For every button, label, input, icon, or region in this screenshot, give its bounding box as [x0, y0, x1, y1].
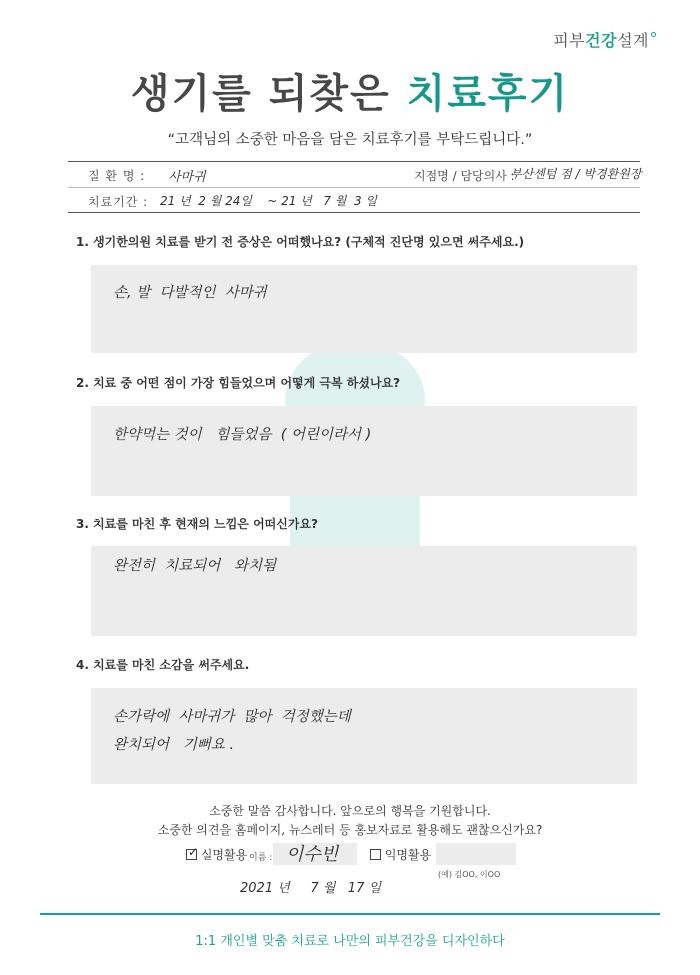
- answer-box-4: [91, 688, 637, 784]
- anonymous-checkbox[interactable]: [370, 849, 381, 860]
- anonymous-label: 익명활용: [384, 848, 432, 862]
- name-label: 이름 :: [249, 853, 273, 863]
- brand-logo: [553, 28, 656, 51]
- anonymous-name-field[interactable]: [436, 843, 516, 865]
- brand-highlight: 건강: [585, 31, 618, 50]
- thanks-line-1: 소중한 말씀 감사합니다. 앞으로의 행복을 기원합니다.: [209, 804, 491, 818]
- subtitle: “고객님의 소중한 마음을 담은 치료후기를 부탁드립니다.”: [167, 132, 533, 148]
- answer-box-1: [91, 265, 637, 353]
- brand-suffix: 설계: [617, 31, 649, 50]
- answer-3: 완전히 치료되어 와치됨: [113, 558, 277, 574]
- footer-slogan: 1:1 개인별 맞춤 치료로 나만의 피부건강을 디자인하다: [195, 934, 505, 949]
- real-name-checkbox[interactable]: [186, 845, 199, 860]
- period-value: 21 년 2 월 24일 ~ 21 년 7 월 3 일: [160, 194, 377, 208]
- disease-value: 사마귀: [168, 170, 206, 185]
- question-4: 4. 치료를 마친 소감을 써주세요.: [76, 658, 250, 672]
- answer-2: 한약먹는 것이 힘들었음 ( 어린이라서 ): [113, 427, 372, 443]
- brand-prefix: 피부: [553, 31, 586, 50]
- answer-4-line1: 손가락에 사마귀가 많아 걱정했는데: [113, 709, 351, 725]
- info-table: [68, 161, 640, 213]
- check-mark-icon: ✓: [188, 845, 199, 859]
- real-name-label: 실명활용: [200, 848, 248, 862]
- footer-divider: [40, 913, 660, 915]
- branch-value: 부산센텀 점 / 박경환원장: [510, 167, 642, 181]
- signed-date: 2021 년 7 월 17 일: [240, 881, 382, 896]
- info-row-period: [68, 187, 640, 212]
- question-3: 3. 치료를 마친 후 현재의 느낌은 어떠신가요?: [76, 517, 319, 531]
- answer-1: 손, 발 다발적인 사마귀: [113, 285, 267, 301]
- answer-box-3: [91, 546, 637, 636]
- period-label: 치료기간 :: [88, 195, 149, 209]
- question-2: 2. 치료 중 어떤 점이 가장 힘들었으며 어떻게 극복 하셨나요?: [76, 376, 401, 390]
- title-part2: 치료후기: [406, 71, 570, 117]
- page-title: [0, 62, 700, 119]
- brand-dot-icon: [651, 32, 656, 37]
- answer-box-2: [91, 406, 637, 496]
- answer-4-line2: 완치되어 기뻐요 .: [113, 737, 235, 753]
- question-1: 1. 생기한의원 치료를 받기 전 증상은 어떠했나요? (구체적 진단명 있으면 써주세요.): [76, 235, 525, 249]
- thanks-line-2: 소중한 의견을 홈페이지, 뉴스레터 등 홍보자료로 활용해도 괜찮으신가요?: [157, 823, 543, 837]
- example-text: (예) 김OO, 이OO: [438, 870, 501, 879]
- branch-label: 지점명 / 담당의사 :: [414, 169, 515, 183]
- disease-label: 질 환 명 :: [88, 169, 146, 183]
- anonymous-option[interactable]: [370, 846, 431, 863]
- name-value: 이수빈: [286, 844, 339, 865]
- info-row-disease: [68, 162, 640, 187]
- title-part1: 생기를 되찾은: [130, 71, 391, 117]
- real-name-option[interactable]: [186, 846, 247, 863]
